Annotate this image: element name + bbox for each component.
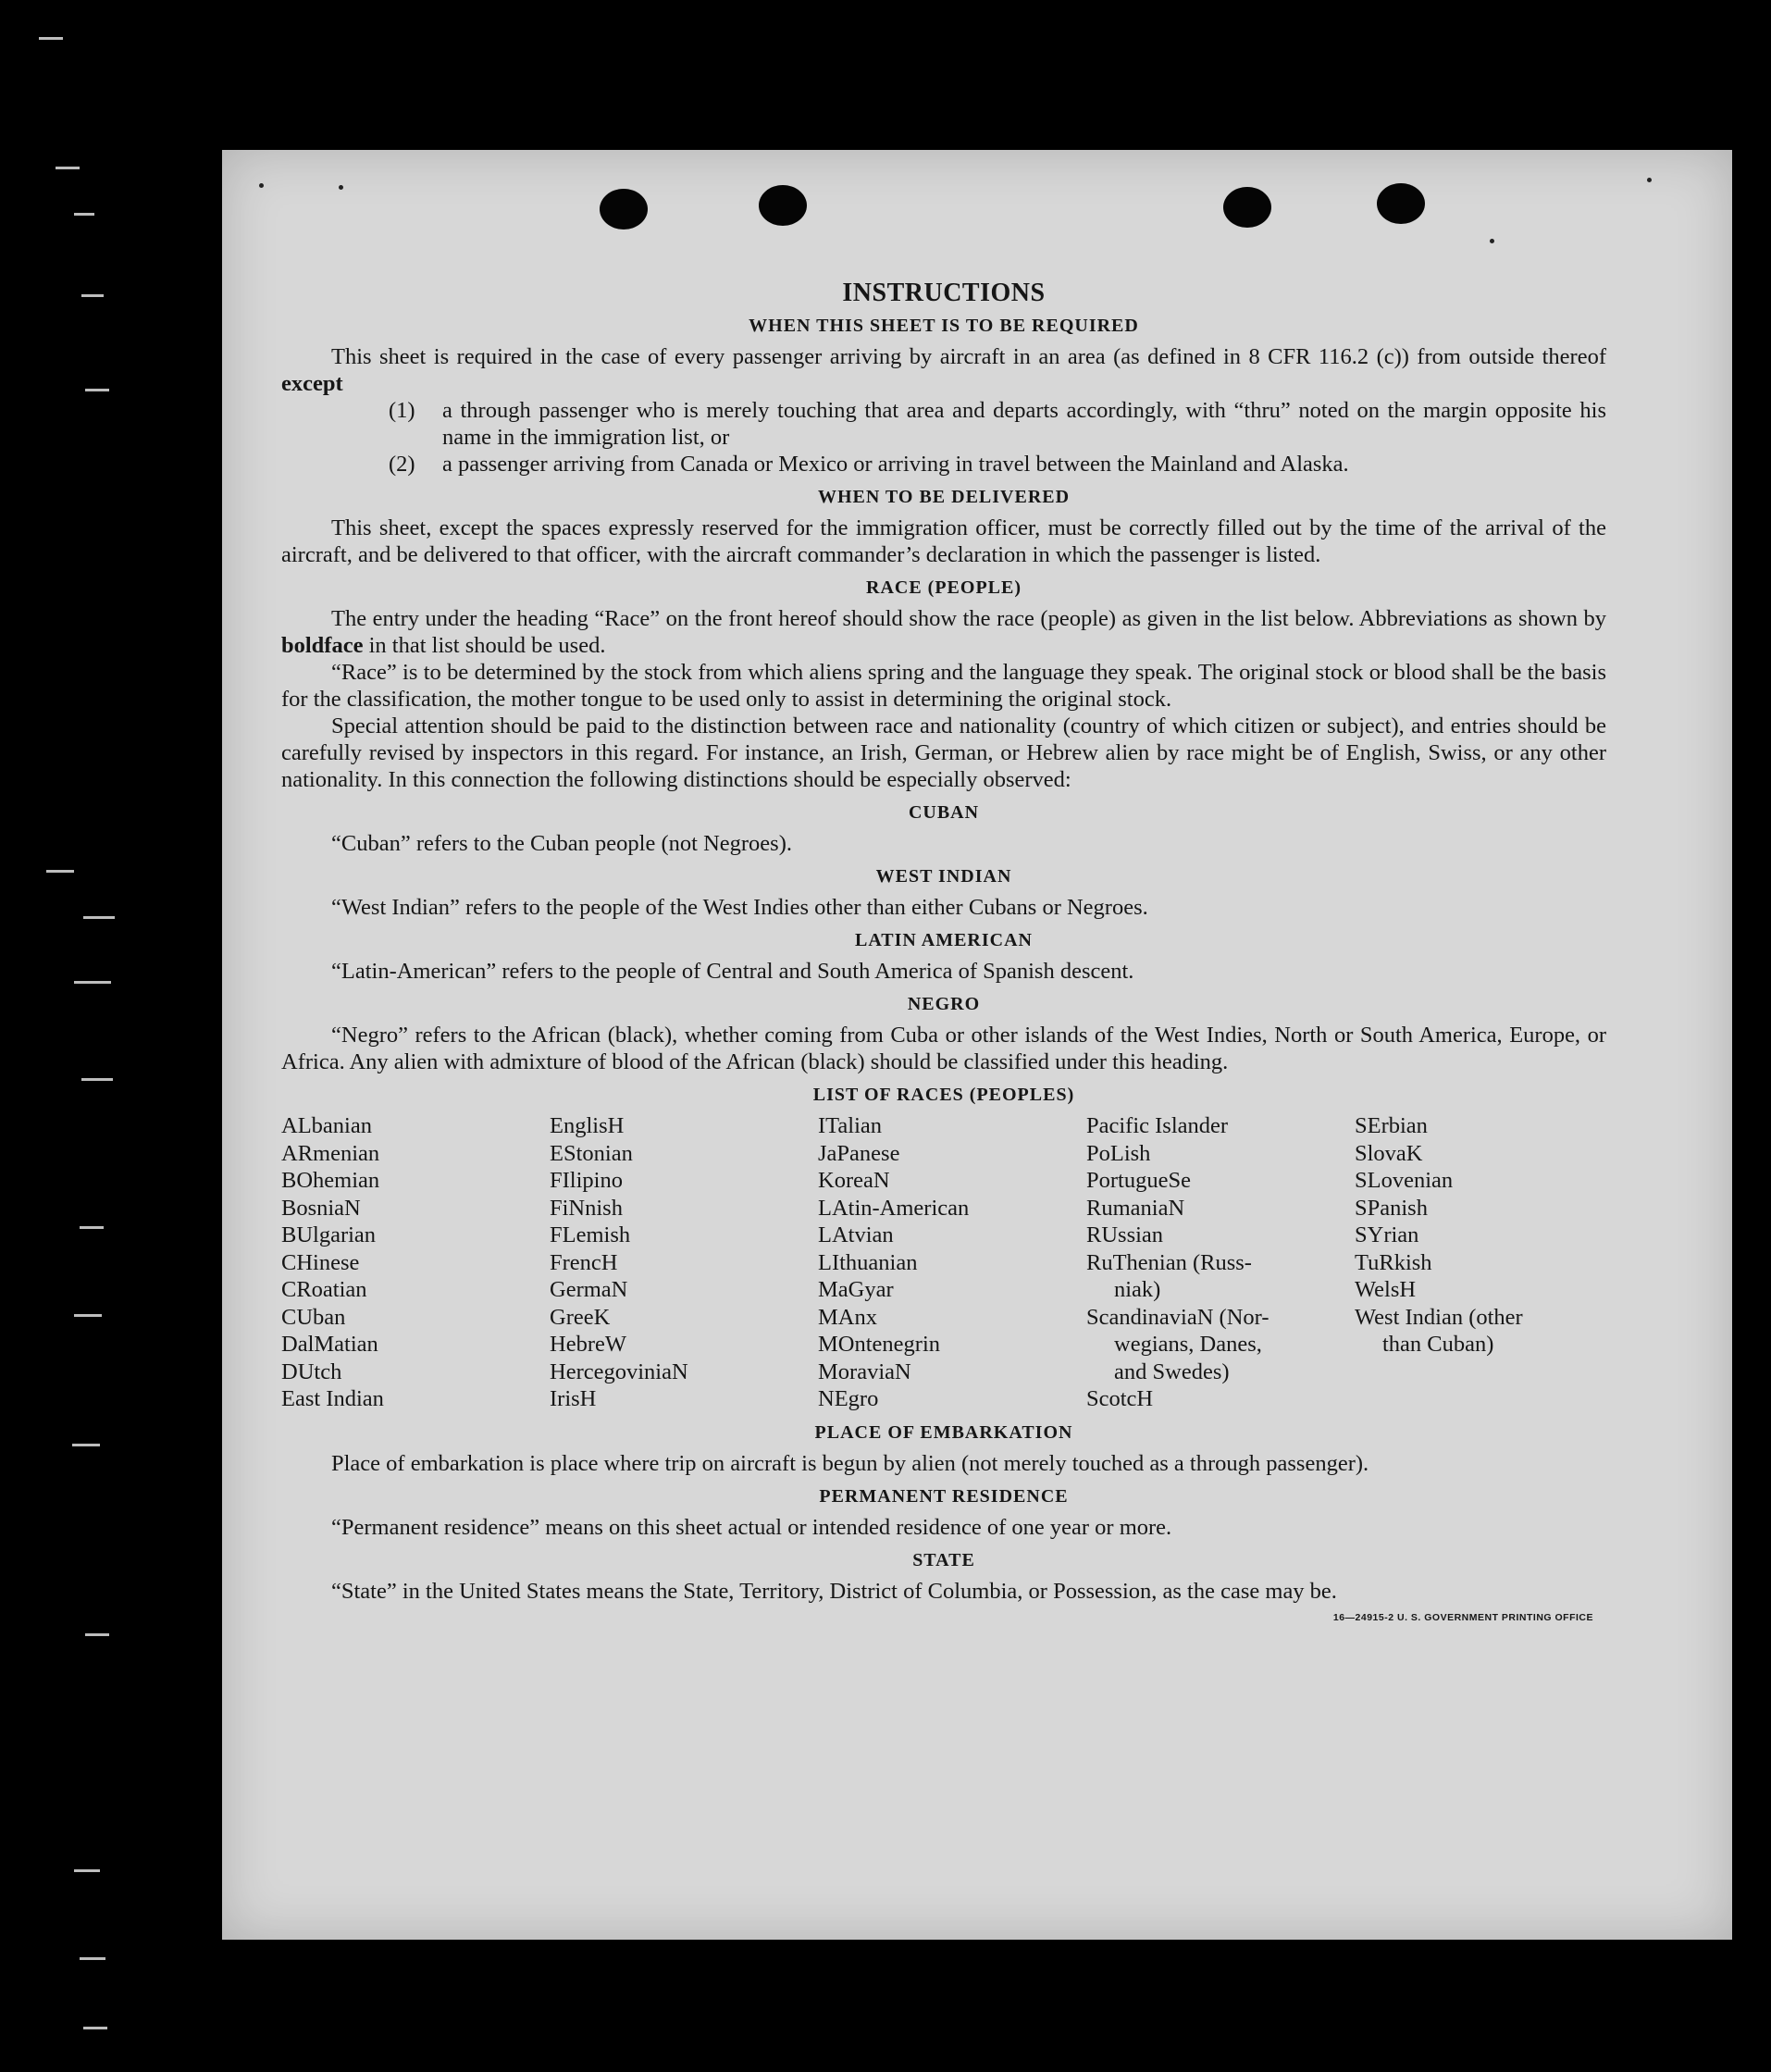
list-item: ALbanian <box>281 1113 372 1138</box>
list-item: SErbian <box>1355 1113 1428 1138</box>
list-item: PortugueSe <box>1086 1168 1191 1193</box>
list-item: LIthuanian <box>818 1249 918 1275</box>
list-item: DalMatian <box>281 1332 378 1357</box>
document-sheet <box>222 150 1732 1940</box>
heading-state: STATE <box>912 1549 975 1570</box>
list-item: PoLish <box>1086 1140 1151 1166</box>
list-item: MaGyar <box>818 1277 894 1302</box>
list-item: EnglisH <box>550 1113 625 1138</box>
west-indian-text: “West Indian” refers to the people of the West Indies other than either Cubans or Negroes. <box>331 895 1148 920</box>
list-item: RUssian <box>1086 1222 1164 1247</box>
list-item: JaPanese <box>818 1140 900 1166</box>
race-column-5 <box>1355 1112 1623 1413</box>
heading-when-required: WHEN THIS SHEET IS TO BE REQUIRED <box>749 316 1139 336</box>
negro-text: “Negro” refers to the African (black), whether coming from Cuba or other islands of the West Indies, North or South America, Europe, or Africa. Any alien with admixture of blood of the African (black) should be classified under this heading. <box>281 1023 1606 1074</box>
list-item: West Indian (other <box>1355 1304 1523 1330</box>
list-item: FLemish <box>550 1222 631 1247</box>
list-item: RumaniaN <box>1086 1195 1185 1221</box>
list-item: MOntenegrin <box>818 1332 940 1357</box>
race-column-3 <box>818 1112 1086 1413</box>
list-item: niak) <box>1114 1277 1161 1302</box>
list-item: CUban <box>281 1304 346 1330</box>
delivered-text: This sheet, except the spaces expressly reserved for the immigration officer, must be correctly filled out by the time of the arrival of the aircraft, and be delivered to that officer, with the aircraft commander’s declaration in which the passenger is listed. <box>281 515 1606 567</box>
list-item: CRoatian <box>281 1277 367 1302</box>
list-item: BOhemian <box>281 1168 380 1193</box>
printer-mark: 16—24915-2 U. S. GOVERNMENT PRINTING OFFICE <box>1332 1611 1593 1623</box>
list-item: NEgro <box>818 1386 879 1411</box>
page-title: INSTRUCTIONS <box>842 279 1046 307</box>
race-paragraph-1: The entry under the heading “Race” on the front hereof should show the race (people) as given in the list below. Abbreviations as shown by boldface in that list should be used. <box>281 606 1606 658</box>
race-paragraph-2: “Race” is to be determined by the stock from which aliens spring and the language they speak. The original stock or blood shall be the basis for the classification, the mother tongue to be used only to assist in determining the original stock. <box>281 660 1606 712</box>
speck <box>1647 178 1652 182</box>
boldface-word: boldface <box>281 633 364 658</box>
exception-item-1: (1) a through passenger who is merely touching that area and departs accordingly, with “thru” noted on the margin opposite his name in the immigration list, or <box>389 398 1606 450</box>
footer <box>281 1605 1606 1632</box>
list-item: and Swedes) <box>1114 1359 1230 1384</box>
punch-hole <box>1223 187 1271 228</box>
except-bold: except <box>281 371 343 396</box>
list-item: BosniaN <box>281 1195 361 1221</box>
latin-american-text: “Latin-American” refers to the people of Central and South America of Spanish descent. <box>331 959 1134 984</box>
heading-race: RACE (PEOPLE) <box>866 577 1022 598</box>
heading-permanent-residence: PERMANENT RESIDENCE <box>819 1485 1069 1507</box>
list-item: ITalian <box>818 1113 883 1138</box>
heading-list-of-races: LIST OF RACES (PEOPLES) <box>812 1085 1075 1105</box>
embarkation-text: Place of embarkation is place where trip on aircraft is begun by alien (not merely touched as a through passenger). <box>331 1450 1369 1476</box>
list-item: ScotcH <box>1086 1386 1154 1411</box>
punch-hole <box>759 185 807 226</box>
list-item: HebreW <box>550 1332 626 1357</box>
list-item: WelsH <box>1355 1277 1417 1302</box>
list-item: TuRkish <box>1355 1249 1432 1275</box>
list-item: FIlipino <box>550 1168 623 1193</box>
speck <box>339 185 343 190</box>
list-item: GermaN <box>550 1277 628 1302</box>
exception-item-2: (2) a passenger arriving from Canada or Mexico or arriving in travel between the Mainland and Alaska. <box>389 452 1349 477</box>
list-item: LAtin-American <box>818 1195 970 1221</box>
list-item: KoreaN <box>818 1168 890 1193</box>
heading-latin-american: LATIN AMERICAN <box>855 930 1033 950</box>
race-column-2 <box>550 1112 818 1413</box>
heading-negro: NEGRO <box>907 994 981 1014</box>
list-item: SLovenian <box>1355 1168 1454 1193</box>
list-item: MoraviaN <box>818 1359 911 1384</box>
state-text: “State” in the United States means the State, Territory, District of Columbia, or Possession, as the case may be. <box>331 1578 1337 1604</box>
list-item: FrencH <box>550 1249 618 1275</box>
list-item: MAnx <box>818 1304 877 1330</box>
cuban-text: “Cuban” refers to the Cuban people (not Negroes). <box>331 831 792 856</box>
list-item: HercegoviniaN <box>550 1359 688 1384</box>
list-item: DUtch <box>281 1359 342 1384</box>
list-item: EStonian <box>550 1140 633 1166</box>
instructions-body <box>281 279 1606 1632</box>
list-item: ScandinaviaN (Nor- <box>1086 1304 1269 1330</box>
list-item: SYrian <box>1355 1222 1419 1247</box>
race-column-4 <box>1086 1112 1355 1413</box>
list-item: CHinese <box>281 1249 360 1275</box>
punch-hole <box>1377 183 1425 224</box>
list-item: FiNnish <box>550 1195 623 1221</box>
speck <box>1490 239 1494 243</box>
list-item: RuThenian (Russ- <box>1086 1249 1252 1275</box>
list-item: SlovaK <box>1355 1140 1423 1166</box>
punch-hole <box>600 189 648 230</box>
list-item: SPanish <box>1355 1195 1428 1221</box>
heading-west-indian: WEST INDIAN <box>875 866 1012 887</box>
list-item: than Cuban) <box>1382 1332 1494 1357</box>
heading-when-delivered: WHEN TO BE DELIVERED <box>817 487 1071 507</box>
list-item: East Indian <box>281 1386 384 1411</box>
list-item: wegians, Danes, <box>1114 1332 1262 1357</box>
race-column-1 <box>281 1112 550 1413</box>
race-paragraph-3: Special attention should be paid to the distinction between race and nationality (country of which citizen or subject), and entries should be carefully revised by inspectors in this regard. For instance, an Irish, German, or Hebrew alien by race might be of English, Swiss, or any other nationality. In this connection the following distinctions should be especially observed: <box>281 713 1606 792</box>
list-item: IrisH <box>550 1386 597 1411</box>
list-item: BUlgarian <box>281 1222 377 1247</box>
required-intro: This sheet is required in the case of every passenger arriving by aircraft in an area (as defined in 8 CFR 116.2 (c)) from outside thereof except <box>281 344 1606 396</box>
residence-text: “Permanent residence” means on this sheet actual or intended residence of one year or more. <box>331 1514 1172 1540</box>
list-item: GreeK <box>550 1304 611 1330</box>
list-item: LAtvian <box>818 1222 894 1247</box>
heading-place-of-embarkation: PLACE OF EMBARKATION <box>814 1421 1073 1443</box>
speck <box>259 183 264 188</box>
list-item: ARmenian <box>281 1140 380 1166</box>
list-item: Pacific Islander <box>1086 1113 1229 1138</box>
heading-cuban: CUBAN <box>908 802 980 823</box>
race-list <box>281 1112 1606 1413</box>
